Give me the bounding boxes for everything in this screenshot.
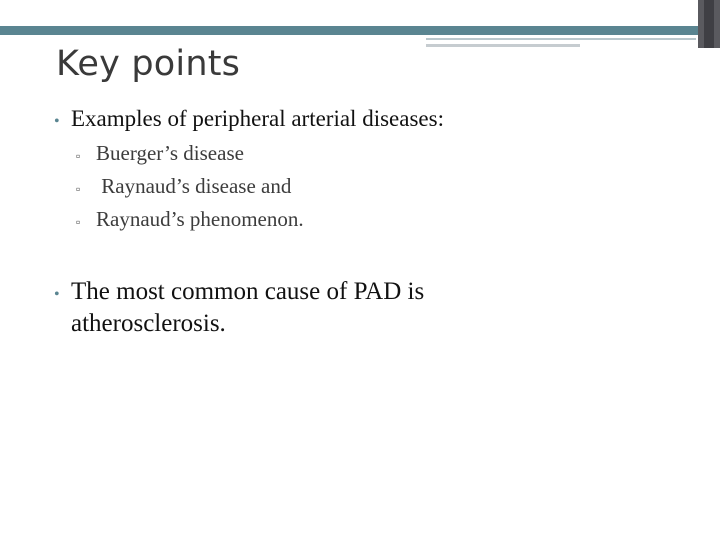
bullet-item — [54, 276, 531, 340]
header-decor-line — [426, 38, 696, 40]
sub-bullet-item — [76, 207, 304, 232]
slide-title: Key points — [56, 44, 241, 84]
sub-bullet-text: Raynaud’s phenomenon. — [96, 207, 304, 231]
sub-bullet-text: Buerger’s disease — [96, 141, 244, 165]
sub-bullet-item — [76, 174, 291, 199]
bullet-dot: • — [54, 286, 60, 303]
sub-bullet-square: ▫ — [76, 149, 81, 163]
sub-bullet-item — [76, 141, 244, 166]
sub-bullet-text: Raynaud’s disease and — [96, 174, 292, 198]
header-decor-line-short — [426, 44, 580, 47]
header-corner-block-inner — [704, 0, 714, 48]
bullet-item — [54, 106, 444, 132]
bullet-text: Examples of peripheral arterial diseases: — [71, 106, 444, 131]
sub-bullet-square: ▫ — [76, 215, 81, 229]
bullet-dot: • — [54, 113, 60, 130]
bullet-text: The most common cause of PAD is atherosclerosis. — [71, 278, 425, 337]
header-accent-bar — [0, 26, 720, 35]
sub-bullet-square: ▫ — [76, 182, 81, 196]
